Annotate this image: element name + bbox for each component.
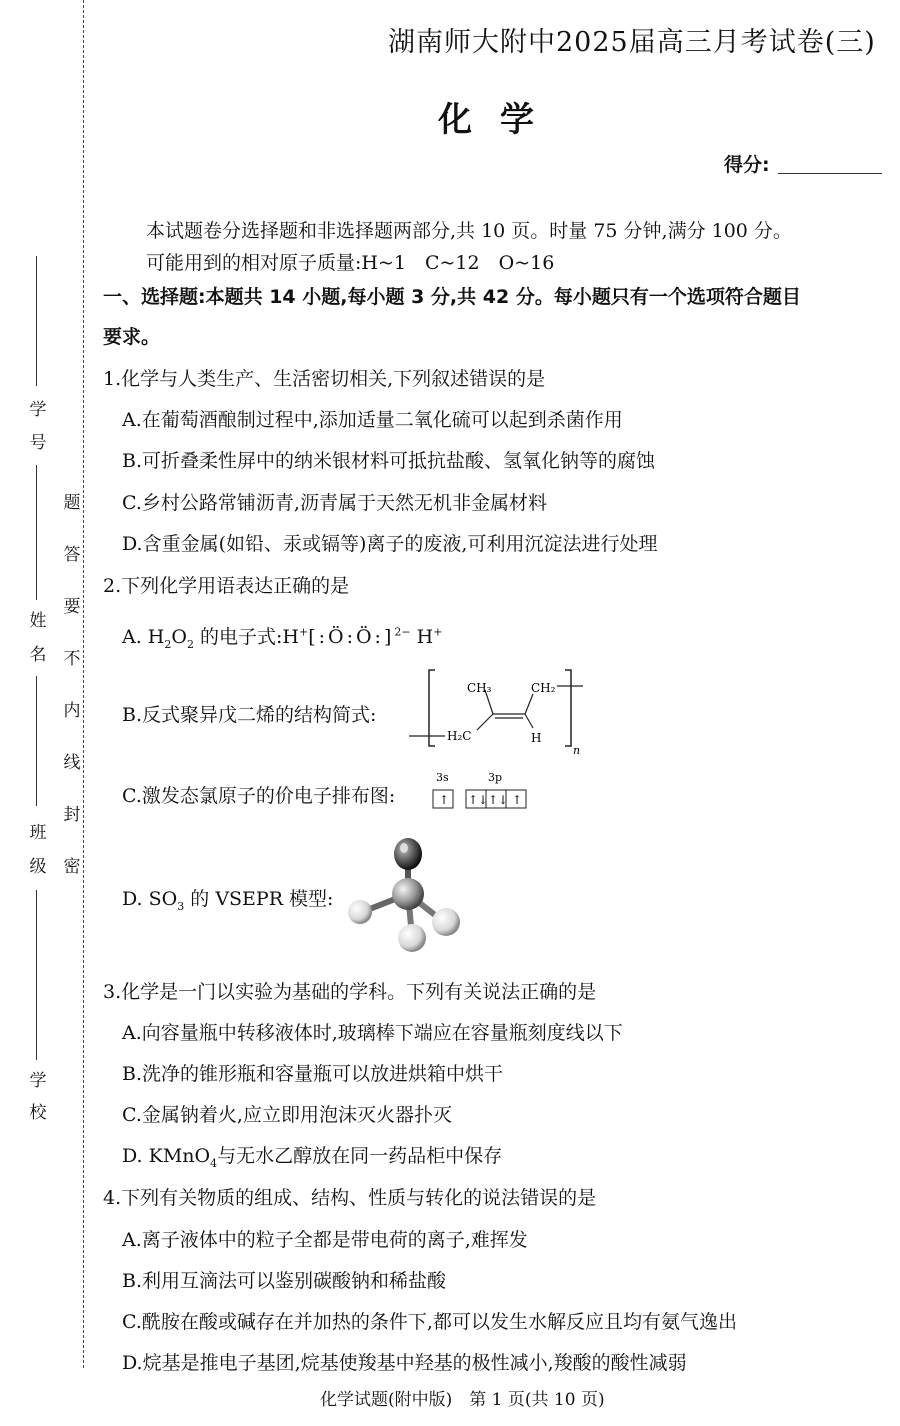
superscript: + bbox=[433, 625, 443, 639]
class-label-char-1: 班 bbox=[29, 823, 47, 843]
question-3-option-b: B.洗净的锥形瓶和容量瓶可以放进烘箱中烘干 bbox=[122, 1063, 504, 1085]
class-underline bbox=[36, 676, 37, 806]
opt-a-tail: H bbox=[410, 626, 434, 648]
id-label-char-1: 学 bbox=[29, 400, 47, 420]
question-1-option-d: D.含重金属(如铅、汞或镉等)离子的废液,可利用沉淀法进行处理 bbox=[122, 533, 658, 555]
opt-a-text: 的电子式:H bbox=[193, 626, 299, 648]
svg-text:↑: ↑ bbox=[512, 793, 523, 807]
score-field[interactable] bbox=[778, 173, 882, 174]
svg-text:↑: ↑ bbox=[439, 793, 450, 807]
opt-d-prefix: D. KMnO bbox=[122, 1145, 211, 1167]
opt-a-prefix: A. H bbox=[122, 626, 165, 648]
class-label-char-2: 级 bbox=[29, 857, 47, 877]
polyisoprene-structure bbox=[405, 666, 595, 756]
seal-char: 封 bbox=[63, 805, 81, 825]
superscript: + bbox=[298, 625, 309, 639]
name-underline bbox=[36, 465, 37, 600]
electron-formula: [:Ö:Ö:] bbox=[308, 626, 395, 648]
question-1-option-b: B.可折叠柔性屏中的纳米银材料可抵抗盐酸、氢氧化钠等的腐蚀 bbox=[122, 450, 656, 472]
seal-char: 要 bbox=[63, 597, 81, 617]
question-4-stem: 4.下列有关物质的组成、结构、性质与转化的说法错误的是 bbox=[103, 1187, 597, 1209]
question-3-option-c: C.金属钠着火,应立即用泡沫灭火器扑灭 bbox=[122, 1104, 452, 1126]
n-label: n bbox=[573, 744, 581, 756]
question-2-stem: 2.下列化学用语表达正确的是 bbox=[103, 575, 350, 597]
subscript: 3 bbox=[177, 899, 185, 913]
seal-char: 内 bbox=[63, 701, 81, 721]
question-2-option-c: C.激发态氯原子的价电子排布图: bbox=[122, 785, 396, 807]
question-2-option-b: B.反式聚异戊二烯的结构简式: bbox=[122, 704, 377, 726]
seal-char: 题 bbox=[63, 493, 81, 513]
opt-d-text: 的 VSEPR 模型: bbox=[184, 888, 334, 910]
subscript: 4 bbox=[210, 1156, 218, 1170]
h2c-label: H₂C bbox=[447, 729, 472, 743]
orbital-3p-label: 3p bbox=[488, 771, 503, 784]
binding-dashed-line bbox=[83, 0, 84, 1368]
section-heading-line-2: 要求。 bbox=[103, 326, 161, 348]
question-4-option-a: A.离子液体中的粒子全都是带电荷的离子,难挥发 bbox=[122, 1229, 528, 1251]
id-label-char-2: 号 bbox=[29, 433, 47, 453]
svg-text:↑↓: ↑↓ bbox=[468, 793, 489, 807]
exam-title: 湖南师大附中2025届高三月考试卷(三) bbox=[388, 27, 876, 58]
question-3-stem: 3.化学是一门以实验为基础的学科。下列有关说法正确的是 bbox=[103, 981, 597, 1003]
h-label: H bbox=[531, 731, 542, 745]
id-underline bbox=[36, 256, 37, 386]
school-label-char-1: 学 bbox=[29, 1071, 47, 1091]
question-2-option-a bbox=[122, 622, 442, 651]
question-3-option-d bbox=[122, 1141, 502, 1170]
section-heading-line-1: 一、选择题:本题共 14 小题,每小题 3 分,共 42 分。每小题只有一个选项符合题目 bbox=[103, 286, 801, 308]
intro-line-1: 本试题卷分选择题和非选择题两部分,共 10 页。时量 75 分钟,满分 100 分。 bbox=[146, 220, 792, 242]
question-4-option-d: D.烷基是推电子基团,烷基使羧基中羟基的极性减小,羧酸的酸性减弱 bbox=[122, 1352, 687, 1374]
seal-char: 密 bbox=[63, 857, 81, 877]
ch2-label: CH₂ bbox=[531, 681, 556, 695]
orbital-3s-label: 3s bbox=[436, 771, 449, 784]
question-4-option-c: C.酰胺在酸或碱存在并加热的条件下,都可以发生水解反应且均有氨气逸出 bbox=[122, 1311, 737, 1333]
name-label-char-1: 姓 bbox=[29, 611, 47, 631]
seal-char: 线 bbox=[63, 753, 81, 773]
school-label-char-2: 校 bbox=[29, 1103, 47, 1123]
page-footer: 化学试题(附中版) 第 1 页(共 10 页) bbox=[320, 1390, 605, 1410]
superscript: 2− bbox=[394, 625, 411, 639]
question-1-stem: 1.化学与人类生产、生活密切相关,下列叙述错误的是 bbox=[103, 368, 546, 390]
seal-char: 答 bbox=[63, 545, 81, 565]
subscript: 2 bbox=[164, 637, 172, 651]
question-3-option-a: A.向容量瓶中转移液体时,玻璃棒下端应在容量瓶刻度线以下 bbox=[122, 1022, 623, 1044]
ch3-label: CH₃ bbox=[467, 681, 492, 695]
score-label: 得分: bbox=[724, 154, 770, 176]
svg-text:↑↓: ↑↓ bbox=[488, 793, 509, 807]
subject-title: 化学 bbox=[438, 100, 562, 140]
question-2-option-d bbox=[122, 884, 333, 913]
opt-d-text: 与无水乙醇放在同一药品柜中保存 bbox=[217, 1145, 503, 1167]
school-underline bbox=[36, 890, 37, 1060]
question-4-option-b: B.利用互滴法可以鉴别碳酸钠和稀盐酸 bbox=[122, 1270, 447, 1292]
orbital-diagram bbox=[430, 770, 540, 812]
opt-a-mid: O bbox=[171, 626, 187, 648]
question-1-option-c: C.乡村公路常铺沥青,沥青属于天然无机非金属材料 bbox=[122, 492, 547, 514]
subscript: 2 bbox=[186, 637, 194, 651]
opt-d-prefix: D. SO bbox=[122, 888, 178, 910]
seal-char: 不 bbox=[63, 649, 81, 669]
intro-line-2: 可能用到的相对原子质量:H~1 C~12 O~16 bbox=[146, 252, 555, 274]
name-label-char-2: 名 bbox=[29, 645, 47, 665]
question-1-option-a: A.在葡萄酒酿制过程中,添加适量二氧化硫可以起到杀菌作用 bbox=[122, 409, 623, 431]
vsepr-model-image bbox=[340, 832, 470, 957]
